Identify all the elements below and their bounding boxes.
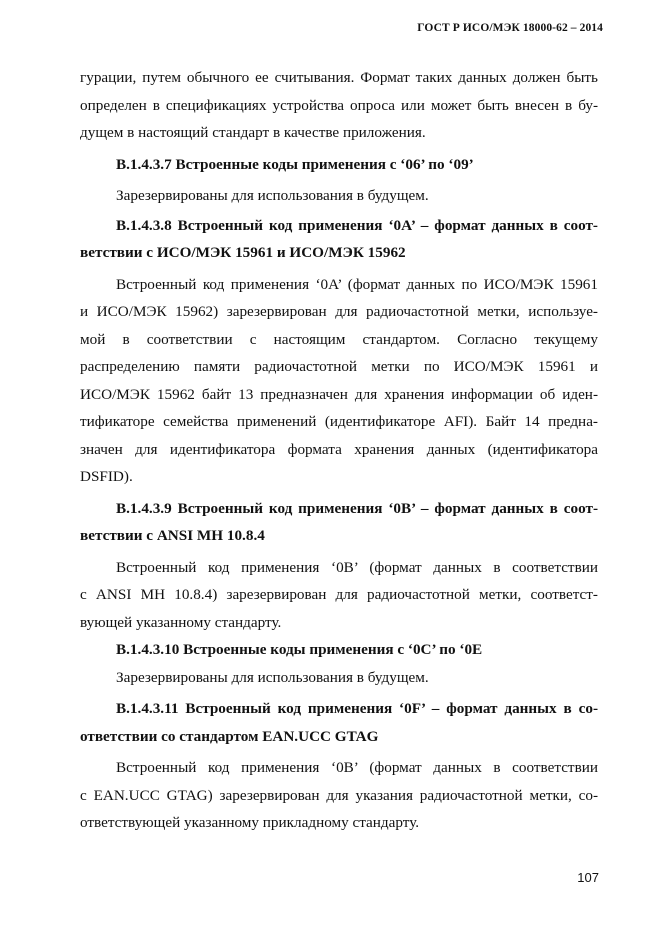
text-line: Встроенный код применения ‘0B’ (формат данных в соответствии	[116, 558, 598, 576]
text-line: и ИСО/МЭК 15962) зарезервирован для радиочастотной метки, используе-	[80, 303, 598, 320]
text-line: Зарезервированы для использования в будущем.	[116, 668, 429, 686]
text-line: с EAN.UCC GTAG) зарезервирован для указания радиочастотной метки, со-	[80, 786, 598, 804]
section-heading: B.1.4.3.9 Встроенный код применения ‘0B’ – формат данных в соот-	[116, 499, 598, 517]
section-heading: ответствии со стандартом EAN.UCC GTAG	[80, 727, 379, 745]
document-header: ГОСТ Р ИСО/МЭК 18000-62 – 2014	[417, 22, 603, 34]
text-line: значен для идентификатора формата хранения данных (идентификатора	[80, 440, 598, 458]
section-heading: B.1.4.3.7 Встроенные коды применения с ‘06’ по ‘09’	[116, 155, 474, 173]
text-line: Встроенный код применения ‘0A’ (формат данных по ИСО/МЭК 15961	[116, 275, 598, 293]
text-line: дущем в настоящий стандарт в качестве приложения.	[80, 124, 426, 141]
section-heading: ветствии с ANSI MH 10.8.4	[80, 527, 265, 544]
text-line: вующей указанному стандарту.	[80, 613, 282, 631]
text-line: ИСО/МЭК 15962 байт 13 предназначен для хранения информации об иден-	[80, 385, 598, 403]
text-line: гурации, путем обычного ее считывания. Формат таких данных должен быть	[80, 69, 598, 86]
text-line: ответствующей указанному прикладному стандарту.	[80, 814, 420, 831]
text-line: распределению памяти радиочастотной метки по ИСО/МЭК 15961 и	[80, 358, 598, 375]
text-line: тификаторе семейства применений (идентификаторе AFI). Байт 14 предна-	[80, 413, 598, 430]
text-line: мой в соответствии с настоящим стандартом. Согласно текущему	[80, 330, 598, 348]
text-line: с ANSI MH 10.8.4) зарезервирован для радиочастотной метки, соответст-	[80, 586, 598, 603]
text-line: Зарезервированы для использования в будущем.	[116, 187, 429, 204]
section-heading: B.1.4.3.10 Встроенные коды применения с ‘0C’ по ‘0E	[116, 641, 483, 658]
text-line: DSFID).	[80, 468, 133, 485]
text-line: Встроенный код применения ‘0B’ (формат данных в соответствии	[116, 759, 598, 776]
section-heading: ветствии с ИСО/МЭК 15961 и ИСО/МЭК 15962	[80, 244, 406, 261]
document-body	[80, 64, 598, 831]
text-line: определен в спецификациях устройства опроса или может быть внесен в бу-	[80, 96, 598, 114]
section-heading: B.1.4.3.8 Встроенный код применения ‘0A’ – формат данных в соот-	[116, 216, 598, 234]
section-heading: B.1.4.3.11 Встроенный код применения ‘0F’ – формат данных в со-	[116, 700, 598, 717]
page-number: 107	[577, 870, 599, 885]
